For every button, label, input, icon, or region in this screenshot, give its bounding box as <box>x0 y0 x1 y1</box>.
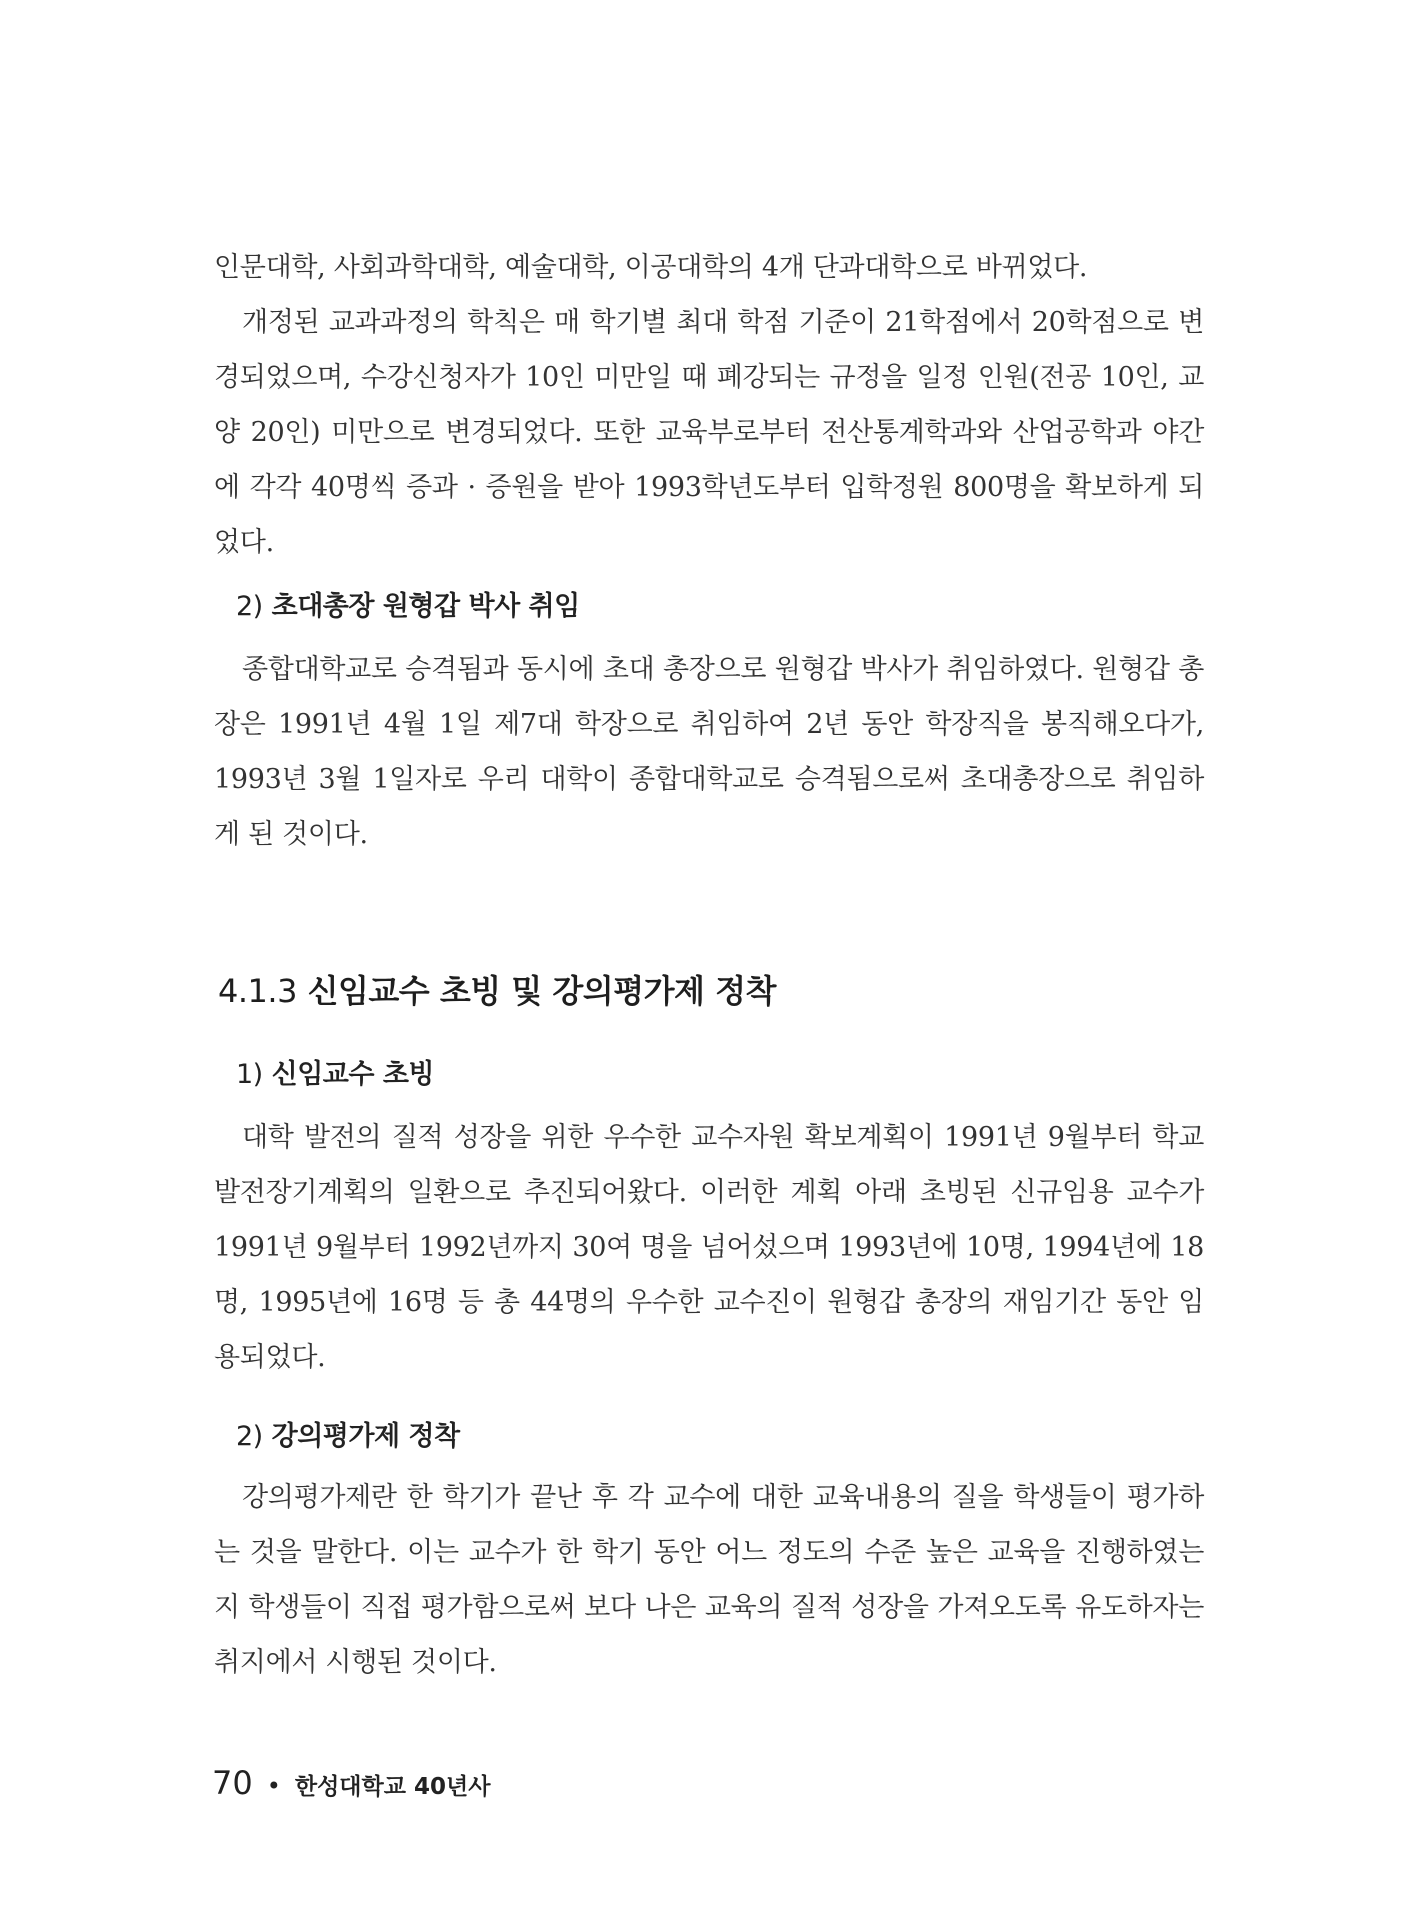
first-president-text-block <box>214 642 1204 862</box>
paragraph: 종합대학교로 승격됨과 동시에 초대 총장으로 원형갑 박사가 취임하였다. 원형갑 총장은 1991년 4월 1일 제7대 학장으로 취임하여 2년 동안 학장직을 봉직해오다가, 1993년 3월 1일자로 우리 대학이 종합대학교로 승격됨으로써 초대총장으로 취임하게 된 것이다. <box>214 654 1204 850</box>
page-footer <box>212 1764 490 1802</box>
section-title: 신임교수 초빙 및 강의평가제 정착 <box>307 972 776 1010</box>
subheading-number: 2) <box>236 591 263 622</box>
paragraph: 개정된 교과과정의 학칙은 매 학기별 최대 학점 기준이 21학점에서 20학점으로 변경되었으며, 수강신청자가 10인 미만일 때 폐강되는 규정을 일정 인원(전공 10인, 교양 20인) 미만으로 변경되었다. 또한 교육부로부터 전산통계학과와 산업공학과 야간에 각각 40명씩 증과 · 증원을 받아 1993학년도부터 입학정원 800명을 확보하게 되었다. <box>214 307 1204 558</box>
lecture-evaluation-text-block <box>214 1470 1204 1690</box>
subheading-lecture-evaluation <box>236 1414 460 1453</box>
footer-bullet: • <box>266 1772 281 1800</box>
page-number: 70 <box>212 1764 253 1802</box>
subheading-number: 1) <box>236 1059 263 1090</box>
section-heading <box>218 966 776 1012</box>
paragraph: 인문대학, 사회과학대학, 예술대학, 이공대학의 4개 단과대학으로 바뀌었다. <box>214 252 1088 283</box>
new-faculty-text-block <box>214 1110 1204 1385</box>
subheading-title: 신임교수 초빙 <box>271 1059 435 1090</box>
subheading-title: 초대총장 원형갑 박사 취임 <box>271 591 580 622</box>
subheading-title: 강의평가제 정착 <box>271 1421 460 1452</box>
subheading-number: 2) <box>236 1421 263 1452</box>
section-number: 4.1.3 <box>218 972 297 1010</box>
paragraph: 대학 발전의 질적 성장을 위한 우수한 교수자원 확보계획이 1991년 9월부터 학교발전장기계획의 일환으로 추진되어왔다. 이러한 계획 아래 초빙된 신규임용 교수가 1991년 9월부터 1992년까지 30여 명을 넘어섰으며 1993년에 10명, 1994년에 18명, 1995년에 16명 등 총 44명의 우수한 교수진이 원형갑 총장의 재임기간 동안 임용되었다. <box>214 1122 1204 1373</box>
paragraph: 강의평가제란 한 학기가 끝난 후 각 교수에 대한 교육내용의 질을 학생들이 평가하는 것을 말한다. 이는 교수가 한 학기 동안 어느 정도의 수준 높은 교육을 진행하였는지 학생들이 직접 평가함으로써 보다 나은 교육의 질적 성장을 가져오도록 유도하자는 취지에서 시행된 것이다. <box>214 1482 1204 1678</box>
subheading-first-president <box>236 584 580 623</box>
intro-text-block <box>214 240 1204 570</box>
subheading-new-faculty <box>236 1052 434 1091</box>
book-title: 한성대학교 40년사 <box>294 1774 491 1800</box>
